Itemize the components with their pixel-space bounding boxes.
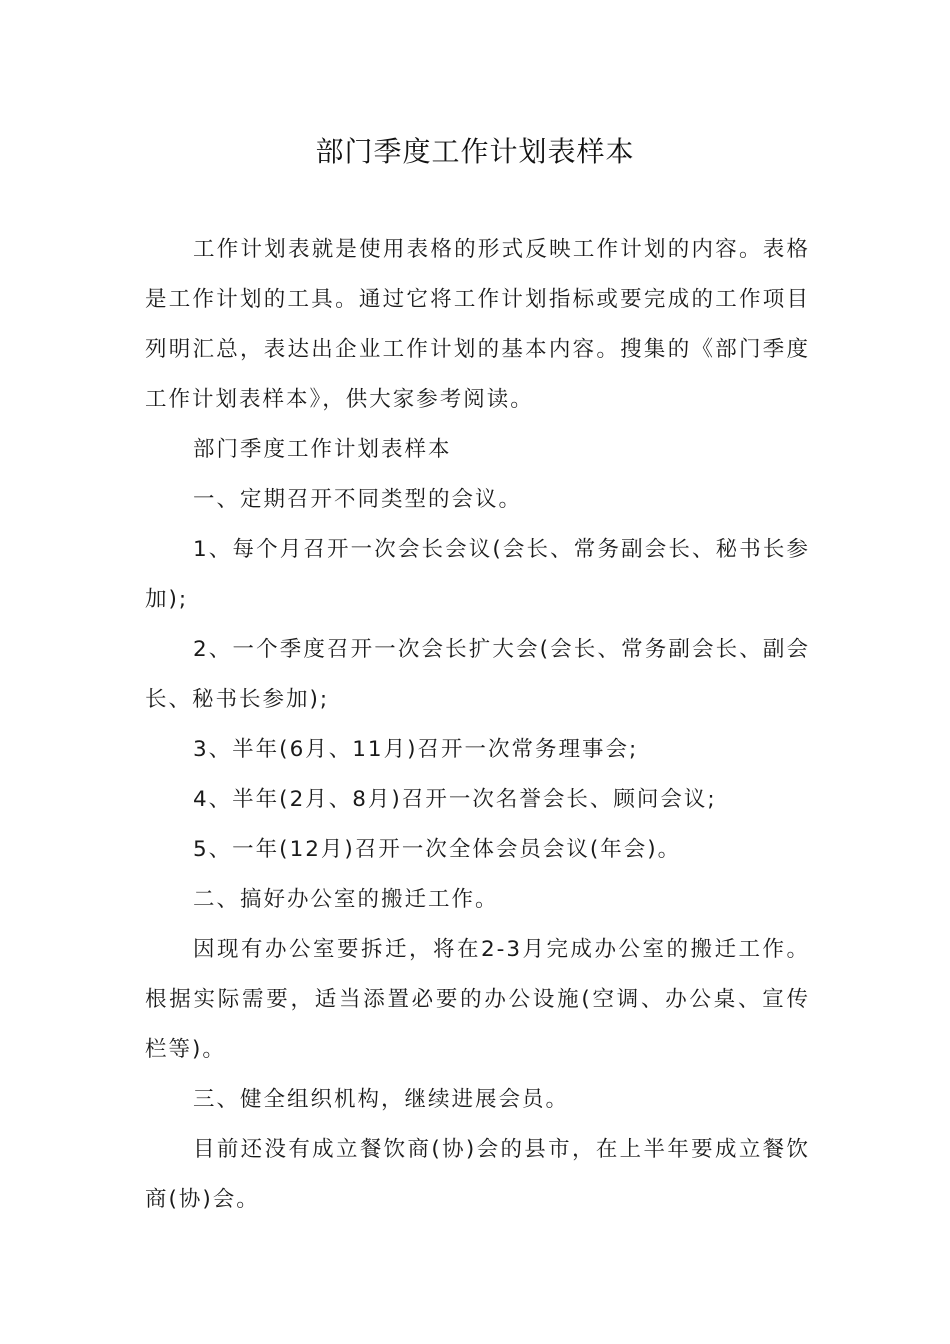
section-3-paragraph: 目前还没有成立餐饮商(协)会的县市，在上半年要成立餐饮商(协)会。 <box>145 1137 810 1212</box>
list-item-4: 4、半年(2月、8月)召开一次名誉会长、顾问会议; <box>193 787 717 812</box>
section-2-paragraph: 因现有办公室要拆迁，将在2-3月完成办公室的搬迁工作。根据实际需要，适当添置必要的办公设施(空调、办公桌、宣传栏等)。 <box>145 937 810 1062</box>
subtitle-paragraph: 部门季度工作计划表样本 <box>193 437 452 462</box>
document-title: 部门季度工作计划表样本 <box>315 135 635 168</box>
intro-paragraph: 工作计划表就是使用表格的形式反映工作计划的内容。表格是工作计划的工具。通过它将工作计划指标或要完成的工作项目列明汇总，表达出企业工作计划的基本内容。搜集的《部门季度工作计划表样本》，供大家参考阅读。 <box>145 237 810 412</box>
section-heading-3: 三、健全组织机构，继续进展会员。 <box>193 1087 570 1112</box>
list-item-3: 3、半年(6月、11月)召开一次常务理事会; <box>193 737 639 762</box>
list-item-2: 2、一个季度召开一次会长扩大会(会长、常务副会长、副会长、秘书长参加); <box>145 637 810 712</box>
list-item-5: 5、一年(12月)召开一次全体会员会议(年会)。 <box>193 837 682 862</box>
list-item-1: 1、每个月召开一次会长会议(会长、常务副会长、秘书长参加); <box>145 537 810 612</box>
section-heading-1: 一、定期召开不同类型的会议。 <box>193 487 523 512</box>
section-heading-2: 二、搞好办公室的搬迁工作。 <box>193 887 499 912</box>
document-body <box>145 225 810 1225</box>
